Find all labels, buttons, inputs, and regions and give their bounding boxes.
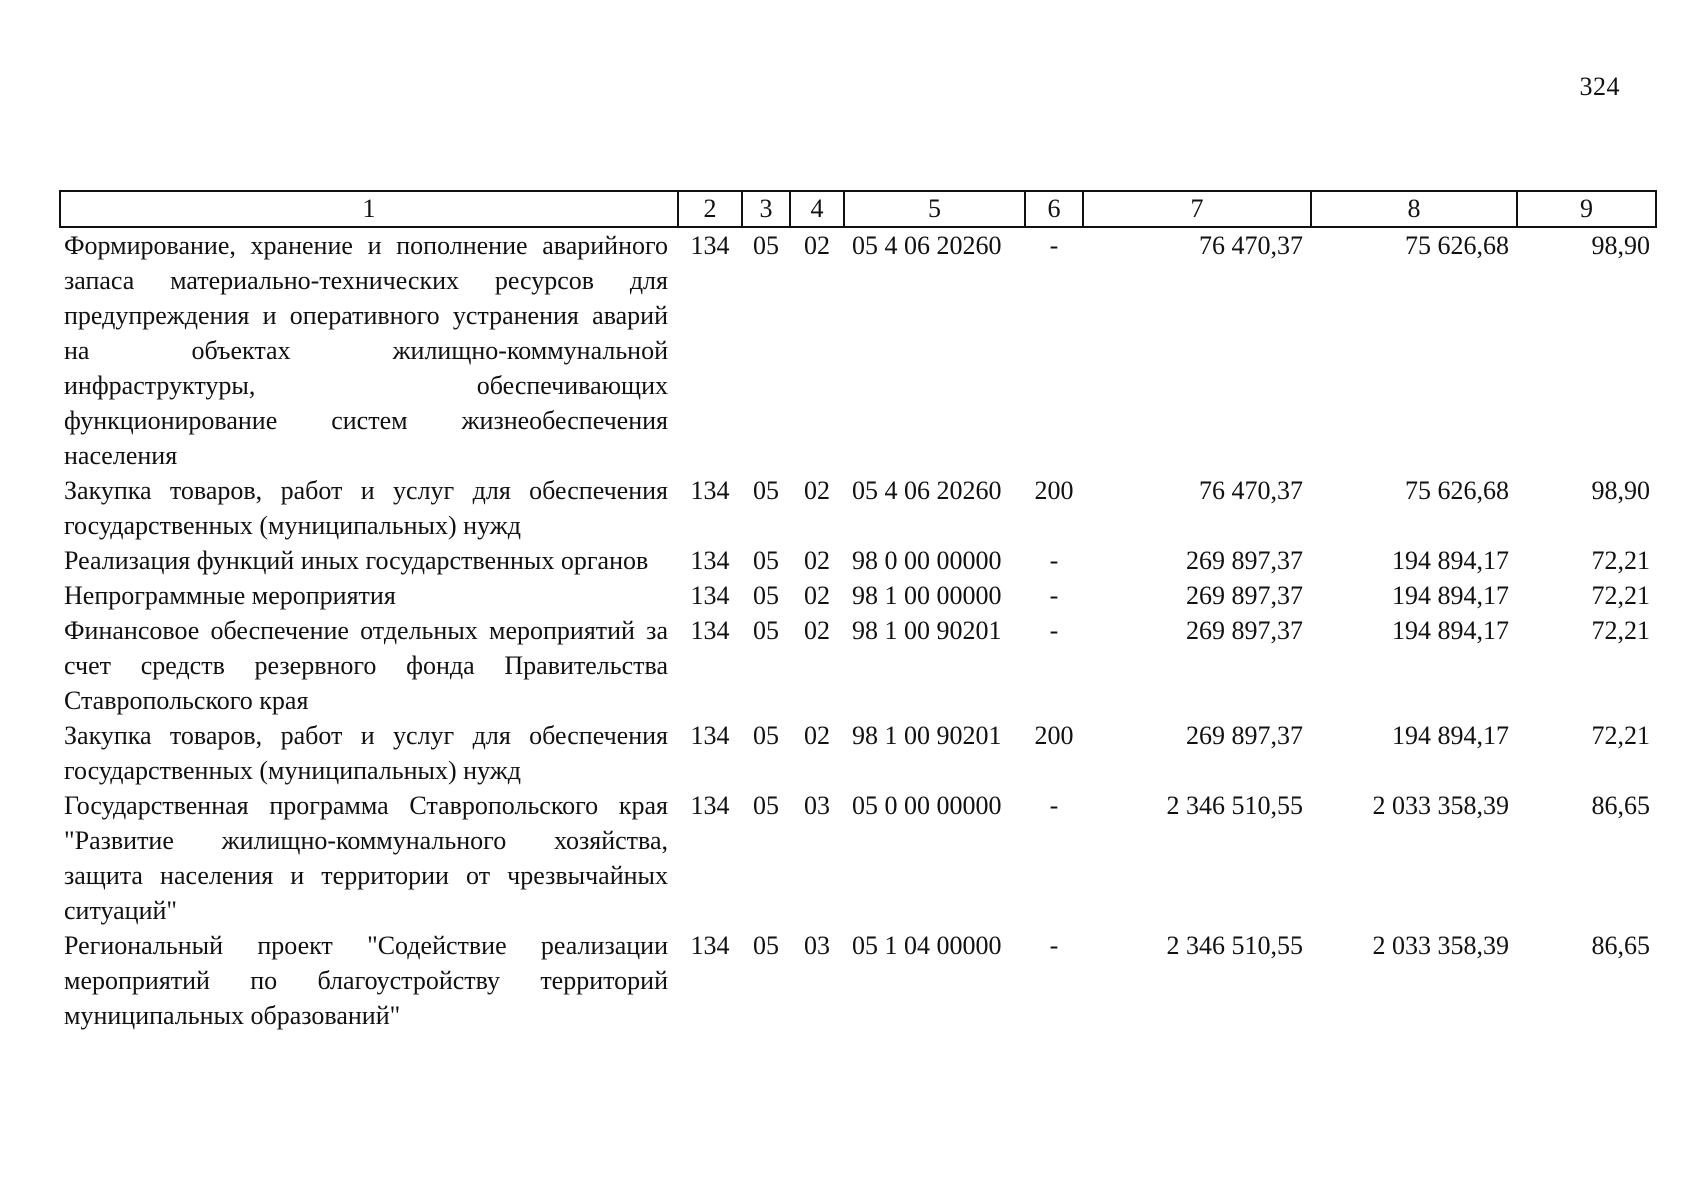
expense-type-code: - — [1049, 791, 1059, 820]
table-row — [60, 718, 1656, 788]
column-header: 7 — [1083, 191, 1311, 227]
table-row — [60, 543, 1656, 578]
section-code: 05 — [753, 721, 779, 750]
executed-amount: 2 033 358,39 — [1372, 931, 1509, 960]
section-code: 05 — [753, 931, 779, 960]
table-row — [60, 788, 1656, 928]
planned-amount: 269 897,37 — [1186, 581, 1303, 610]
page-number: 324 — [1579, 72, 1620, 101]
ministry-code: 134 — [690, 721, 730, 750]
target-article-code: 05 4 06 20260 — [852, 476, 1002, 505]
budget-table — [59, 190, 1657, 1033]
subsection-code: 02 — [804, 721, 830, 750]
column-header: 1 — [60, 191, 678, 227]
planned-amount: 76 470,37 — [1199, 476, 1303, 505]
execution-percent: 86,65 — [1591, 791, 1650, 820]
ministry-code: 134 — [690, 231, 730, 260]
target-article-code: 05 1 04 00000 — [852, 931, 1002, 960]
table-row — [60, 227, 1656, 473]
planned-amount: 2 346 510,55 — [1166, 791, 1303, 820]
section-code: 05 — [753, 616, 779, 645]
row-name: Формирование, хранение и пополнение аварийного запаса материально-технических ресурсов для предупреждения и оперативного устранения аварий на объектах жилищно-коммунальной инфраструктуры, обеспечивающих функционирование систем жизнеобеспечения населения — [64, 231, 668, 470]
row-name: Закупка товаров, работ и услуг для обеспечения государственных (муниципальных) нужд — [64, 721, 668, 785]
planned-amount: 269 897,37 — [1186, 616, 1303, 645]
table-row — [60, 928, 1656, 1033]
column-header: 2 — [678, 191, 742, 227]
expense-type-code: 200 — [1034, 721, 1074, 750]
expense-type-code: 200 — [1034, 476, 1074, 505]
column-header: 3 — [742, 191, 790, 227]
expense-type-code: - — [1049, 616, 1059, 645]
executed-amount: 2 033 358,39 — [1372, 791, 1509, 820]
row-name: Закупка товаров, работ и услуг для обеспечения государственных (муниципальных) нужд — [64, 476, 668, 540]
section-code: 05 — [753, 231, 779, 260]
row-name: Региональный проект "Содействие реализации мероприятий по благоустройству территорий муниципальных образований" — [64, 931, 668, 1030]
column-number-row — [60, 191, 1656, 227]
expense-type-code: - — [1049, 546, 1059, 575]
executed-amount: 194 894,17 — [1392, 721, 1509, 750]
ministry-code: 134 — [690, 616, 730, 645]
table-body — [60, 227, 1656, 1033]
column-header: 9 — [1517, 191, 1656, 227]
execution-percent: 72,21 — [1591, 721, 1650, 750]
executed-amount: 75 626,68 — [1405, 476, 1509, 505]
expense-type-code: - — [1049, 231, 1059, 260]
target-article-code: 05 4 06 20260 — [852, 231, 1002, 260]
subsection-code: 03 — [804, 931, 830, 960]
planned-amount: 269 897,37 — [1186, 721, 1303, 750]
target-article-code: 98 0 00 00000 — [852, 546, 1002, 575]
subsection-code: 02 — [804, 231, 830, 260]
row-name: Реализация функций иных государственных органов — [64, 546, 649, 575]
section-code: 05 — [753, 546, 779, 575]
row-name: Государственная программа Ставропольского края "Развитие жилищно-коммунального хозяйства, защита населения и территории от чрезвычайных ситуаций" — [64, 791, 668, 925]
executed-amount: 75 626,68 — [1405, 231, 1509, 260]
subsection-code: 02 — [804, 616, 830, 645]
target-article-code: 98 1 00 90201 — [852, 616, 1002, 645]
execution-percent: 86,65 — [1591, 931, 1650, 960]
row-name: Финансовое обеспечение отдельных мероприятий за счет средств резервного фонда Правительства Ставропольского края — [64, 616, 668, 715]
execution-percent: 72,21 — [1591, 616, 1650, 645]
target-article-code: 98 1 00 90201 — [852, 721, 1002, 750]
expense-type-code: - — [1049, 581, 1059, 610]
ministry-code: 134 — [690, 476, 730, 505]
table-header — [60, 191, 1656, 227]
table-row — [60, 613, 1656, 718]
table-row — [60, 578, 1656, 613]
column-header: 4 — [790, 191, 844, 227]
budget-table-container — [59, 190, 1655, 1033]
column-header: 5 — [844, 191, 1025, 227]
execution-percent: 98,90 — [1591, 476, 1650, 505]
section-code: 05 — [753, 476, 779, 505]
ministry-code: 134 — [690, 581, 730, 610]
subsection-code: 03 — [804, 791, 830, 820]
column-header: 8 — [1311, 191, 1517, 227]
execution-percent: 98,90 — [1591, 231, 1650, 260]
target-article-code: 98 1 00 00000 — [852, 581, 1002, 610]
section-code: 05 — [753, 581, 779, 610]
target-article-code: 05 0 00 00000 — [852, 791, 1002, 820]
subsection-code: 02 — [804, 476, 830, 505]
column-header: 6 — [1025, 191, 1083, 227]
executed-amount: 194 894,17 — [1392, 581, 1509, 610]
ministry-code: 134 — [690, 791, 730, 820]
ministry-code: 134 — [690, 931, 730, 960]
ministry-code: 134 — [690, 546, 730, 575]
executed-amount: 194 894,17 — [1392, 546, 1509, 575]
planned-amount: 269 897,37 — [1186, 546, 1303, 575]
planned-amount: 76 470,37 — [1199, 231, 1303, 260]
execution-percent: 72,21 — [1591, 581, 1650, 610]
section-code: 05 — [753, 791, 779, 820]
row-name: Непрограммные мероприятия — [64, 581, 396, 610]
subsection-code: 02 — [804, 546, 830, 575]
subsection-code: 02 — [804, 581, 830, 610]
table-row — [60, 473, 1656, 543]
expense-type-code: - — [1049, 931, 1059, 960]
executed-amount: 194 894,17 — [1392, 616, 1509, 645]
planned-amount: 2 346 510,55 — [1166, 931, 1303, 960]
execution-percent: 72,21 — [1591, 546, 1650, 575]
